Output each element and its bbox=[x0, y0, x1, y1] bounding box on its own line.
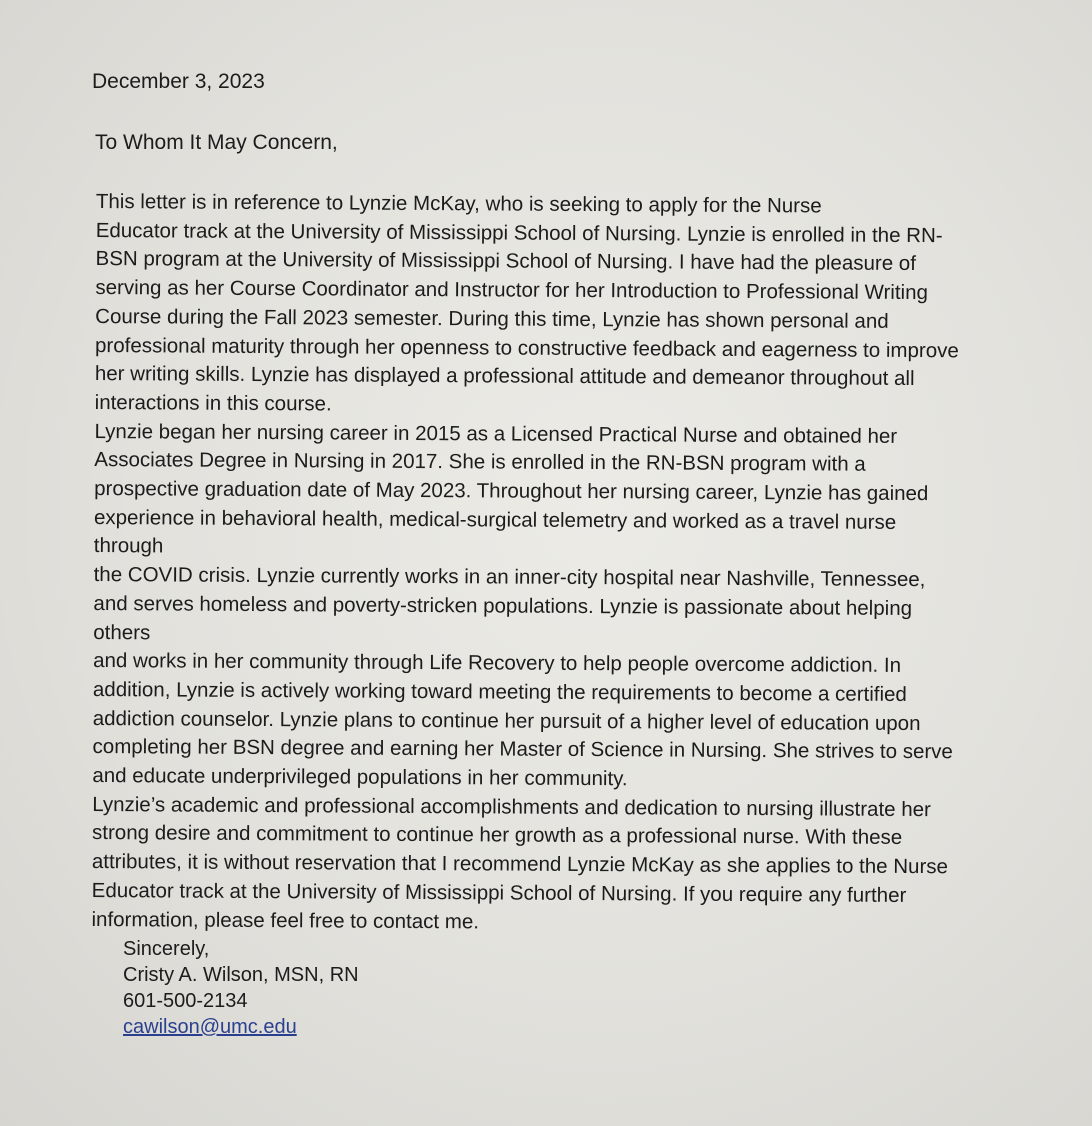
body-line: Lynzie’s academic and professional accomplishments and dedication to nursing illustrate her bbox=[92, 792, 931, 821]
body-line: completing her BSN degree and earning her Master of Science in Nursing. She strives to serve bbox=[92, 735, 953, 764]
body-line: interactions in this course. bbox=[94, 390, 332, 416]
valediction: Sincerely, bbox=[123, 938, 210, 960]
body-line: strong desire and commitment to continue her growth as a professional nurse. With these bbox=[91, 821, 903, 850]
body-line: This letter is in reference to Lynzie McKay, who is seeking to apply for the Nurse bbox=[95, 189, 822, 218]
body-line: Associates Degree in Nursing in 2017. She is enrolled in the RN-BSN program with a bbox=[94, 448, 866, 477]
body-line: Lynzie began her nursing career in 2015 as a Licensed Practical Nurse and obtained her bbox=[94, 419, 898, 448]
body-line: serving as her Course Coordinator and Instructor for her Introduction to Professional Writing bbox=[95, 276, 929, 305]
body-line: BSN program at the University of Mississippi School of Nursing. I have had the pleasure of bbox=[95, 247, 917, 276]
signer-phone: 601-500-2134 bbox=[123, 990, 248, 1012]
body-line: Course during the Fall 2023 semester. During this time, Lynzie has shown personal and bbox=[95, 304, 889, 333]
body-line: addiction counselor. Lynzie plans to continue her pursuit of a higher level of education upon bbox=[92, 706, 921, 735]
body-line: prospective graduation date of May 2023. Throughout her nursing career, Lynzie has gained bbox=[94, 477, 929, 506]
letter-date: December 3, 2023 bbox=[92, 70, 265, 93]
body-line: attributes, it is without reservation that I recommend Lynzie McKay as she applies to the Nurse bbox=[91, 850, 949, 879]
body-line: Educator track at the University of Mississippi School of Nursing. Lynzie is enrolled in the RN- bbox=[95, 218, 943, 247]
body-line: information, please feel free to contact me. bbox=[91, 907, 480, 933]
letter-body bbox=[91, 188, 1056, 940]
body-line: and serves homeless and poverty-stricken populations. Lynzie is passionate about helping bbox=[93, 591, 913, 620]
body-line: and educate underprivileged populations in her community. bbox=[92, 764, 628, 791]
body-line: her writing skills. Lynzie has displayed a professional attitude and demeanor throughout all bbox=[94, 362, 915, 391]
signature-block bbox=[123, 936, 359, 1040]
body-line: and works in her community through Life Recovery to help people overcome addiction. In bbox=[93, 649, 902, 678]
body-line: the COVID crisis. Lynzie currently works in an inner-city hospital near Nashville, Tennessee, bbox=[93, 563, 926, 592]
body-line: through bbox=[93, 534, 164, 558]
salutation: To Whom It May Concern, bbox=[95, 131, 338, 154]
signer-name: Cristy A. Wilson, MSN, RN bbox=[123, 964, 359, 986]
body-line: others bbox=[93, 620, 151, 644]
body-line: Educator track at the University of Mississippi School of Nursing. If you require any further bbox=[91, 878, 907, 907]
signer-email-link[interactable]: cawilson@umc.edu bbox=[123, 1016, 297, 1038]
body-line: professional maturity through her openness to constructive feedback and eagerness to improve bbox=[94, 333, 959, 362]
body-line: addition, Lynzie is actively working toward meeting the requirements to become a certified bbox=[92, 677, 907, 706]
body-line: experience in behavioral health, medical-surgical telemetry and worked as a travel nurse bbox=[93, 505, 897, 534]
